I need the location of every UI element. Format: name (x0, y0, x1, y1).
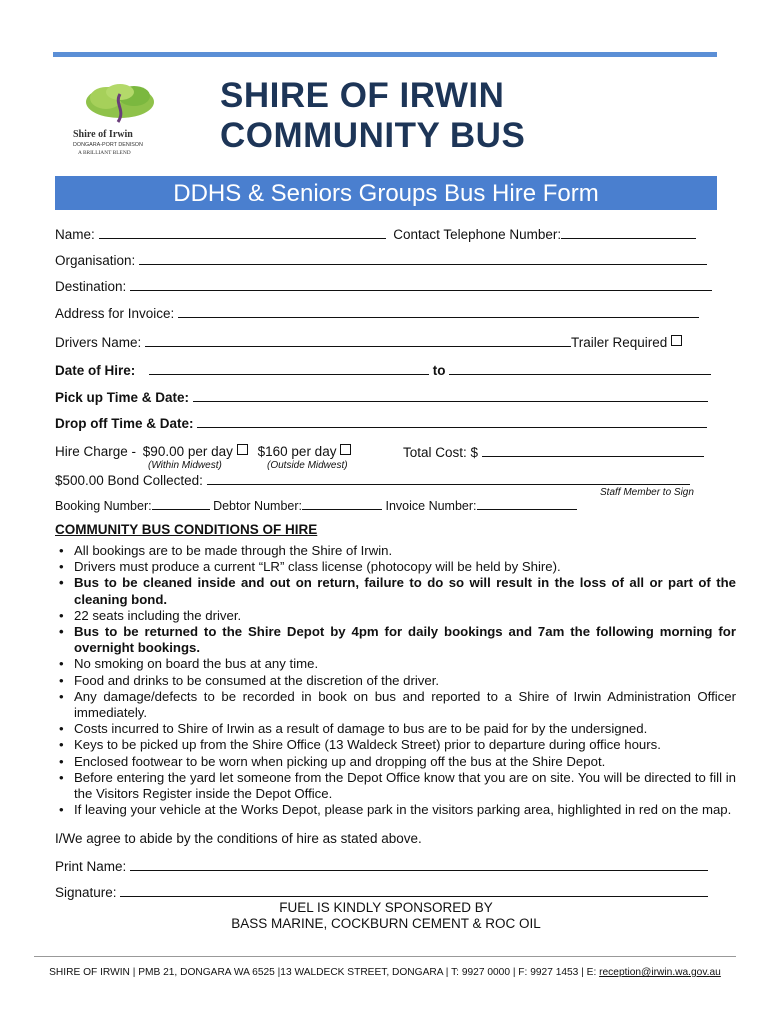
print-name-field[interactable] (130, 858, 708, 871)
logo-text: Shire of Irwin (73, 129, 133, 140)
drivers-field[interactable] (145, 334, 571, 347)
destination-label: Destination: (55, 279, 127, 294)
logo-sub2: A BRILLIANT BLEND (78, 150, 131, 156)
name-field[interactable] (99, 226, 386, 239)
hire-charge-row (55, 444, 351, 459)
phone-field[interactable] (561, 226, 696, 239)
condition-item: • Bus to be returned to the Shire Depot by 4pm for daily bookings and 7am the following morning for overnight bookings. (74, 624, 736, 656)
condition-item: • Enclosed footwear to be worn when picking up and dropping off the bus at the Shire Depot. (74, 754, 736, 770)
condition-item: • Drivers must produce a current “LR” class license (photocopy will be held by Shire). (74, 559, 736, 575)
destination-field[interactable] (130, 278, 712, 291)
phone-label: Contact Telephone Number: (393, 227, 562, 242)
pickup-field[interactable] (193, 389, 708, 402)
organisation-field[interactable] (139, 252, 707, 265)
hire-date-from-field[interactable] (149, 362, 429, 375)
conditions-list (55, 543, 736, 818)
tree-icon (86, 84, 154, 122)
condition-item: • Keys to be picked up from the Shire Office (13 Waldeck Street) prior to departure during office hours. (74, 737, 736, 753)
condition-item: • No smoking on board the bus at any time. (74, 656, 736, 672)
footer (34, 967, 736, 978)
condition-item: • Food and drinks to be consumed at the discretion of the driver. (74, 673, 736, 689)
total-label: Total Cost: $ (403, 445, 479, 460)
pickup-label: Pick up Time & Date: (55, 390, 190, 405)
rate1-label: $90.00 per day (142, 444, 233, 459)
footer-text: SHIRE OF IRWIN | PMB 21, DONGARA WA 6525 |13 WALDECK STREET, DONGARA | T: 9927 0000 | F: 9927 1453 | E: (49, 967, 600, 978)
page-title: SHIRE OF IRWIN COMMUNITY BUS (220, 76, 526, 155)
organisation-label: Organisation: (55, 253, 136, 268)
staff-sign-note: Staff Member to Sign (600, 487, 694, 498)
destination-row (55, 278, 712, 294)
invoice-label: Invoice Number: (385, 499, 477, 513)
hire-date-to: to (432, 363, 446, 378)
logo-sub1: DONGARA-PORT DENISON (73, 142, 143, 148)
bond-field[interactable] (207, 472, 690, 485)
hire-date-label: Date of Hire: (55, 363, 136, 378)
signature-field[interactable] (120, 884, 708, 897)
total-row (403, 444, 704, 460)
drivers-label: Drivers Name: (55, 335, 142, 350)
bond-row (55, 472, 690, 488)
condition-item: • Bus to be cleaned inside and out on return, failure to do so will result in the loss of all or part of the cleaning bond. (74, 575, 736, 607)
print-name-row (55, 858, 708, 874)
invoice-field[interactable] (477, 497, 577, 510)
bond-label: $500.00 Bond Collected: (55, 473, 203, 488)
name-label: Name: (55, 227, 95, 242)
agreement-text: I/We agree to abide by the conditions of hire as stated above. (55, 831, 422, 846)
dropoff-row (55, 415, 707, 431)
booking-field[interactable] (152, 497, 210, 510)
top-accent-bar (53, 52, 717, 57)
trailer-checkbox[interactable] (671, 335, 682, 346)
sponsor-line1: FUEL IS KINDLY SPONSORED BY (279, 900, 493, 915)
form-banner: DDHS & Seniors Groups Bus Hire Form (55, 176, 717, 210)
invoice-address-label: Address for Invoice: (55, 306, 175, 321)
trailer-label: Trailer Required (571, 335, 668, 350)
dropoff-label: Drop off Time & Date: (55, 416, 194, 431)
drivers-row (55, 334, 682, 350)
rate2-note: (Outside Midwest) (267, 460, 348, 471)
rate2-checkbox[interactable] (340, 444, 351, 455)
condition-item: • Costs incurred to Shire of Irwin as a result of damage to bus are to be paid for by the undersigned. (74, 721, 736, 737)
invoice-address-row (55, 305, 699, 321)
footer-email-link[interactable]: reception@irwin.wa.gov.au (599, 967, 721, 978)
condition-item: • 22 seats including the driver. (74, 608, 736, 624)
dropoff-field[interactable] (197, 415, 707, 428)
hire-date-to-field[interactable] (449, 362, 711, 375)
hire-charge-label: Hire Charge - (55, 444, 137, 459)
hire-date-row (55, 362, 711, 378)
numbers-row (55, 497, 577, 513)
total-field[interactable] (482, 444, 704, 457)
condition-item: • Before entering the yard let someone from the Depot Office know that you are on site. You will be directed to fill in the Visitors Register inside the Depot Office. (74, 770, 736, 802)
invoice-address-field[interactable] (178, 305, 699, 318)
sponsor-line2: BASS MARINE, COCKBURN CEMENT & ROC OIL (231, 916, 541, 931)
signature-row (55, 884, 708, 900)
rate2-label: $160 per day (257, 444, 337, 459)
name-row (55, 226, 696, 242)
condition-item: • If leaving your vehicle at the Works Depot, please park in the visitors parking area, highlighted in red on the map. (74, 802, 736, 818)
condition-item: • All bookings are to be made through the Shire of Irwin. (74, 543, 736, 559)
rate1-note: (Within Midwest) (148, 460, 222, 471)
condition-item: • Any damage/defects to be recorded in book on bus and reported to a Shire of Irwin Administration Officer immediately. (74, 689, 736, 721)
shire-logo (70, 82, 170, 160)
print-name-label: Print Name: (55, 859, 127, 874)
debtor-field[interactable] (302, 497, 382, 510)
rate1-checkbox[interactable] (237, 444, 248, 455)
pickup-row (55, 389, 708, 405)
booking-label: Booking Number: (55, 499, 152, 513)
footer-divider (34, 956, 736, 957)
debtor-label: Debtor Number: (213, 499, 302, 513)
organisation-row (55, 252, 707, 268)
signature-label: Signature: (55, 885, 117, 900)
conditions-title: COMMUNITY BUS CONDITIONS OF HIRE (55, 522, 318, 537)
